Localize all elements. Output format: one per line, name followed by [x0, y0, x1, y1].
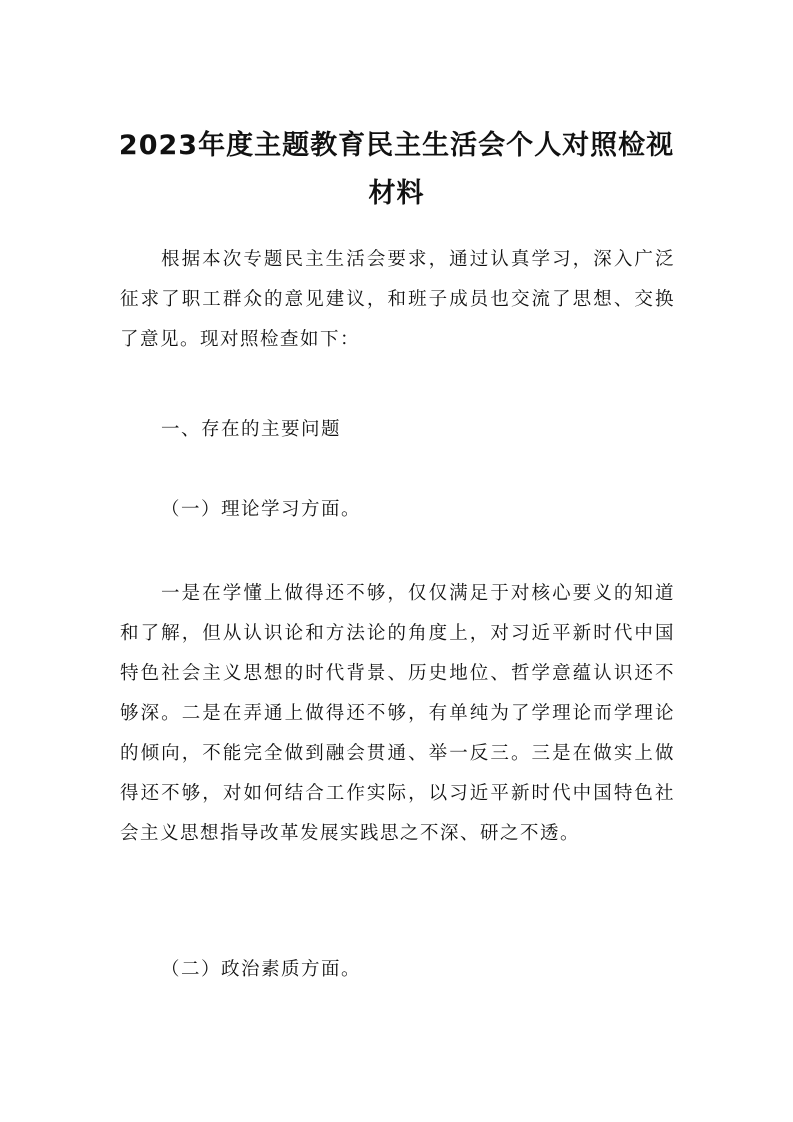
- subsection-heading-theory-study: （一）理论学习方面。: [161, 499, 362, 520]
- subsection-heading-political-quality: （二）政治素质方面。: [161, 959, 362, 980]
- section-heading-problems: 一、存在的主要问题: [161, 419, 342, 440]
- theory-study-paragraph: 一是在学懂上做得还不够，仅仅满足于对核心要义的知道和了解，但从认识论和方法论的角度上，对习近平新时代中国特色社会主义思想的时代背景、历史地位、哲学意蕴认识还不够深。二是在弄通上做得还不够，有单纯为了学理论而学理论的倾向，不能完全做到融会贯通、举一反三。三是在做实上做得还不够，对如何结合工作实际，以习近平新时代中国特色社会主义思想指导改革发展实践思之不深、研之不透。: [120, 583, 675, 844]
- intro-paragraph: 根据本次专题民主生活会要求，通过认真学习，深入广泛征求了职工群众的意见建议，和班子成员也交流了思想、交换了意见。现对照检查如下：: [120, 249, 675, 350]
- document-title: 2023年度主题教育民主生活会个人对照检视材料: [118, 130, 675, 209]
